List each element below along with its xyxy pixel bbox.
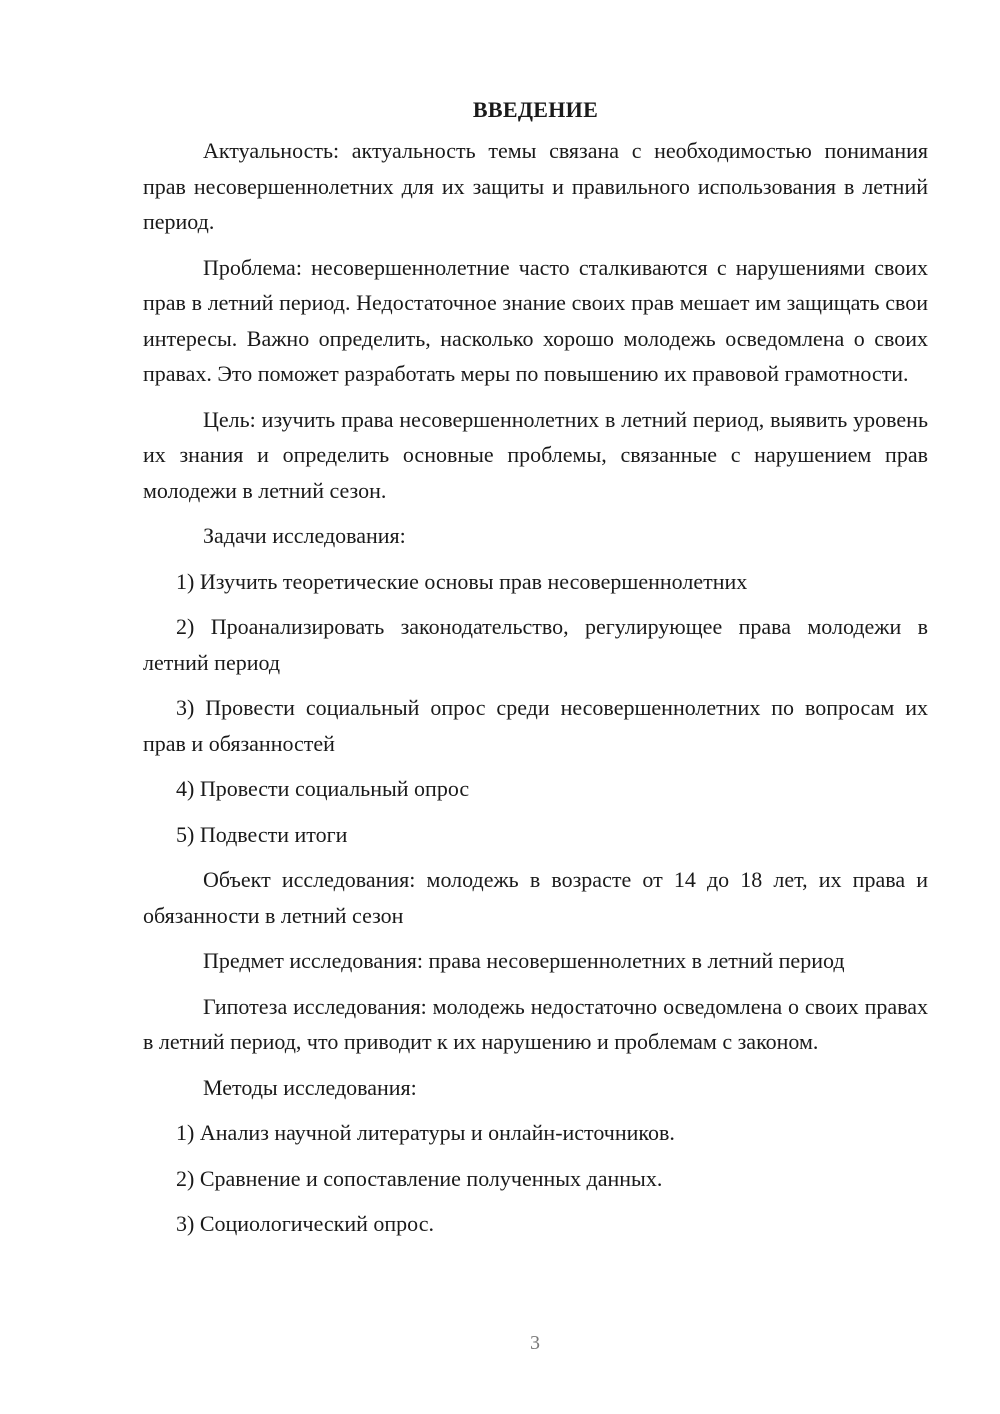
subject-paragraph: Предмет исследования: права несовершеннолетних в летний период: [203, 948, 845, 973]
goal-paragraph: Цель: изучить права несовершеннолетних в летний период, выявить уровень их знания и определить основные проблемы, связанные с нарушением прав молодежи в летний сезон.: [143, 406, 928, 503]
task-item-5: 5) Подвести итоги: [176, 821, 348, 847]
tasks-heading: Задачи исследования:: [203, 523, 406, 548]
page-title: ВВЕДЕНИЕ: [472, 97, 599, 122]
methods-heading: Методы исследования:: [203, 1074, 417, 1100]
relevance-paragraph: Актуальность: актуальность темы связана с необходимостью понимания прав несовершеннолетних для их защиты и правильного использования в летний период.: [143, 138, 928, 234]
method-item-3: 3) Социологический опрос.: [176, 1211, 434, 1236]
problem-paragraph: Проблема: несовершеннолетние часто сталкиваются с нарушениями своих прав в летний период. Недостаточное знание своих прав мешает им защищать свои интересы. Важно определить, насколько хорошо молодежь осведомлена о своих правах. Это поможет разработать меры по повышению их правовой грамотности.: [143, 254, 928, 386]
document-page: [143, 92, 928, 1252]
method-item-1: 1) Анализ научной литературы и онлайн-источников.: [176, 1120, 675, 1145]
object-paragraph: Объект исследования: молодежь в возрасте от 14 до 18 лет, их права и обязанности в летний сезон: [143, 867, 928, 928]
task-item-1: 1) Изучить теоретические основы прав несовершеннолетних: [176, 568, 748, 594]
method-item-2: 2) Сравнение и сопоставление полученных данных.: [176, 1165, 663, 1191]
page-number: 3: [530, 1332, 540, 1354]
task-item-2: 2) Проанализировать законодательство, регулирующее права молодежи в летний период: [143, 614, 928, 675]
task-item-3: 3) Провести социальный опрос среди несовершеннолетних по вопросам их прав и обязанностей: [143, 695, 928, 756]
task-item-4: 4) Провести социальный опрос: [176, 776, 470, 801]
hypothesis-paragraph: Гипотеза исследования: молодежь недостаточно осведомлена о своих правах в летний период, что приводит к их нарушению и проблемам с законом.: [143, 993, 928, 1054]
